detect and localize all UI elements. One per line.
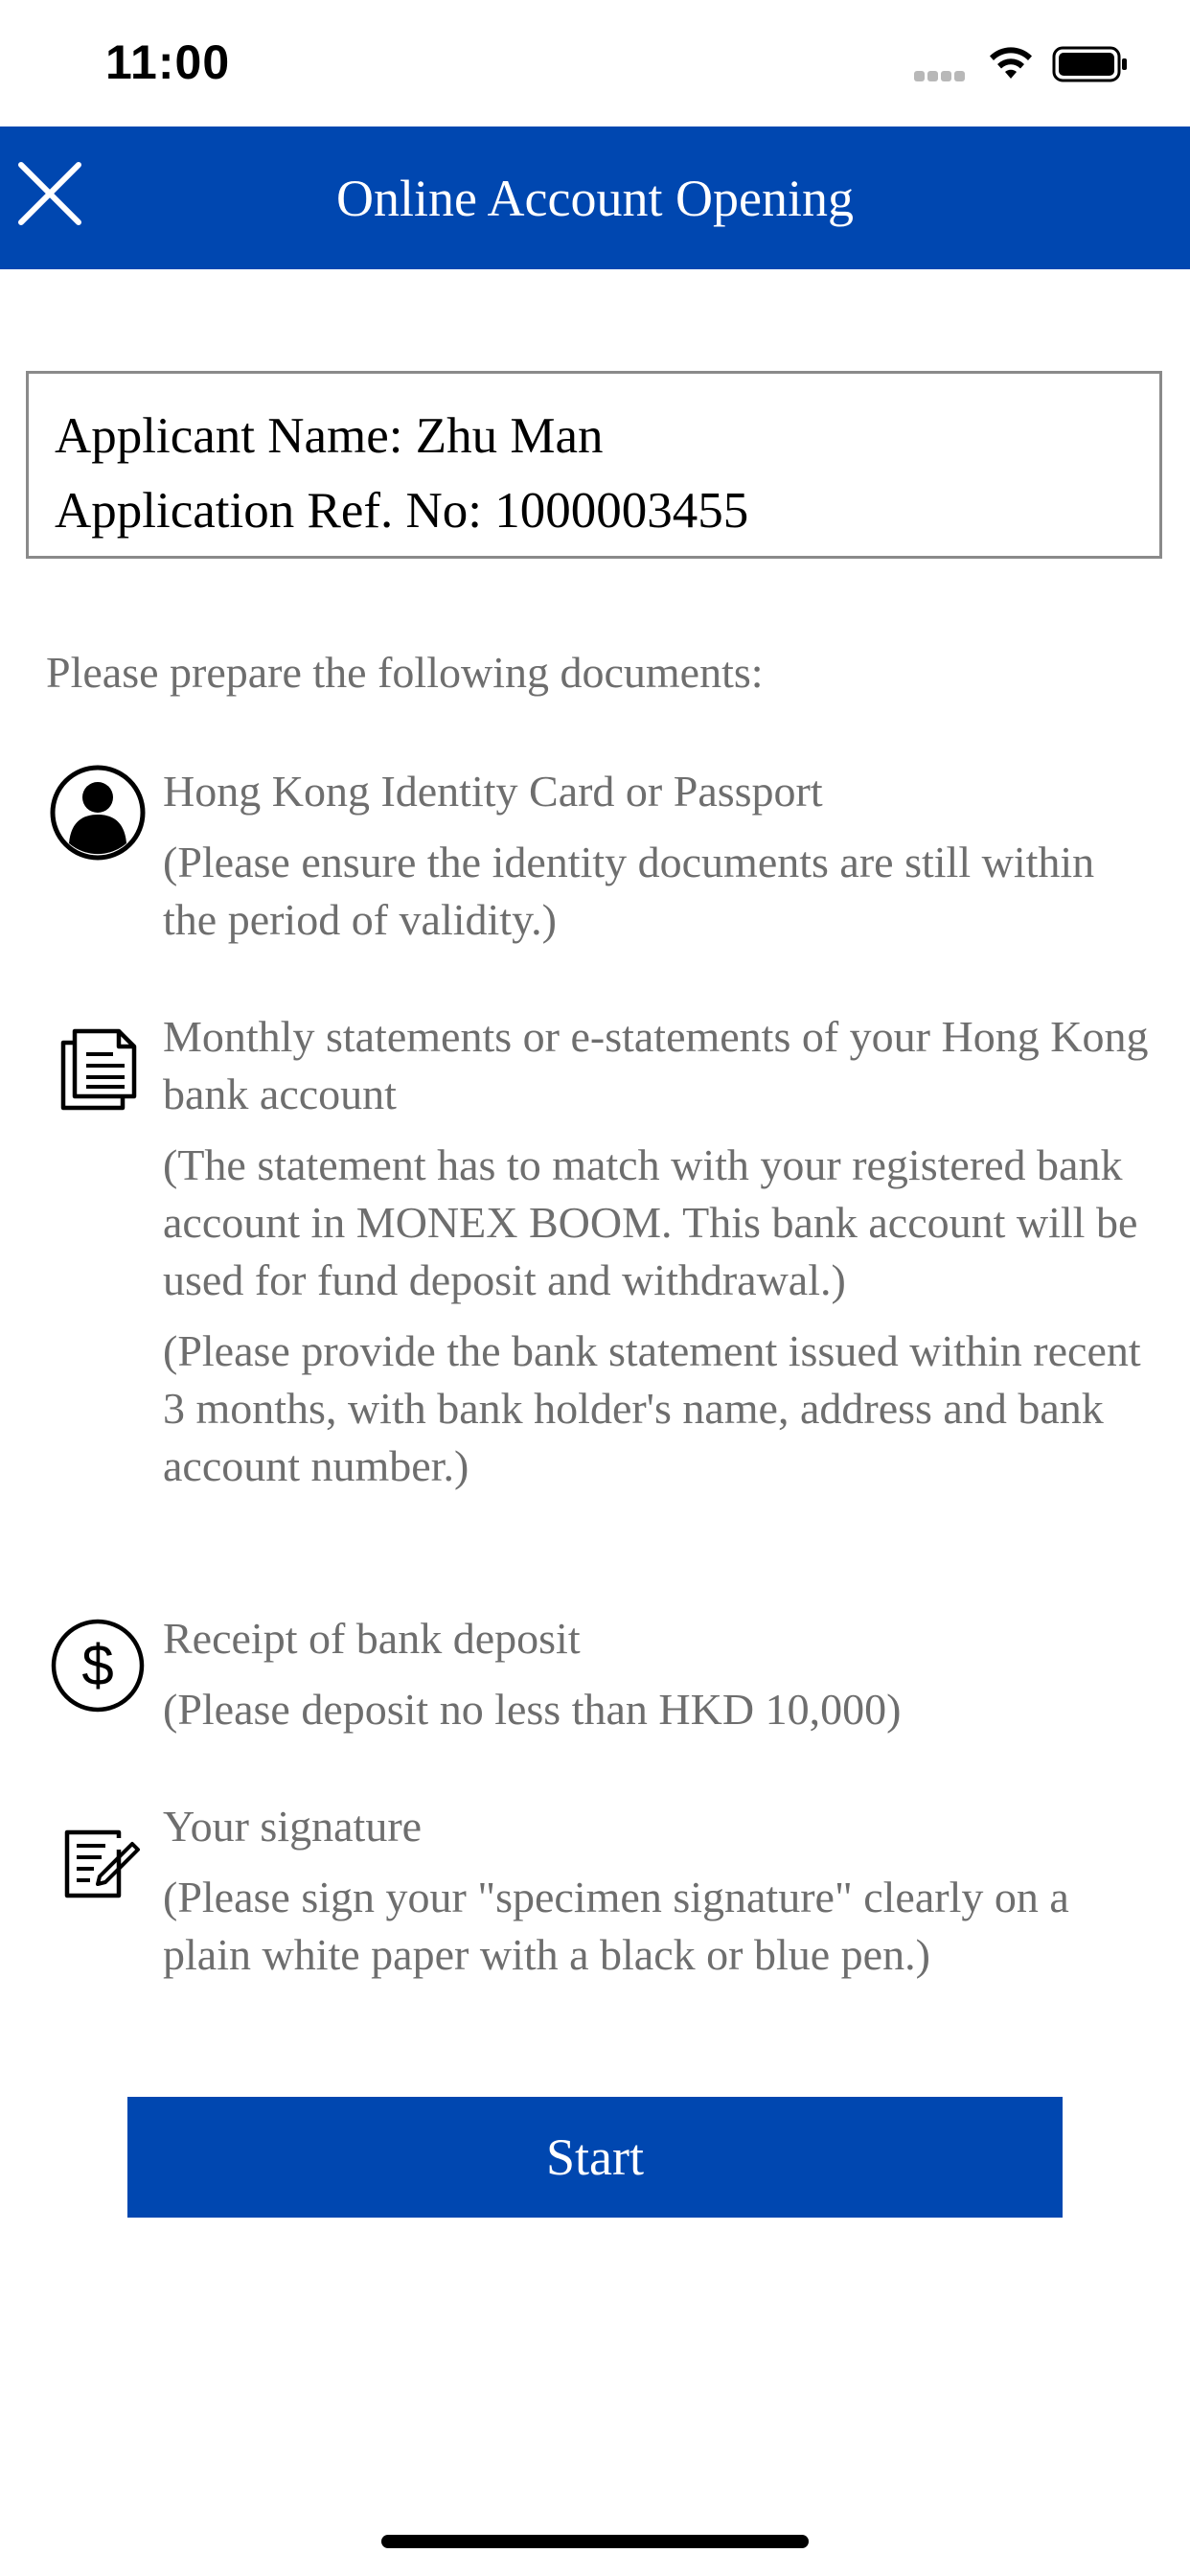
document-note: (Please deposit no less than HKD 10,000)	[163, 1685, 902, 1734]
documents-heading: Please prepare the following documents:	[46, 648, 764, 697]
document-note: (The statement has to match with your registered bank account in MONEX BOOM. This bank account will be used for fund deposit and withdrawal.)	[163, 1140, 1138, 1304]
application-ref-no: Application Ref. No: 1000003455	[55, 483, 749, 539]
wifi-icon	[987, 44, 1035, 82]
document-title: Your signature	[163, 1802, 423, 1851]
document-note: (Please provide the bank statement issued within recent 3 months, with bank holder's name, address and bank account number.)	[163, 1326, 1141, 1490]
dollar-icon	[48, 1616, 148, 1715]
status-bar	[0, 0, 1190, 126]
person-icon	[48, 763, 148, 862]
start-button[interactable]: Start	[127, 2097, 1063, 2218]
document-title: Receipt of bank deposit	[163, 1614, 581, 1663]
nav-header	[0, 126, 1190, 269]
applicant-name: Applicant Name: Zhu Man	[55, 408, 604, 464]
signature-icon	[48, 1811, 148, 1911]
applicant-info-box	[26, 371, 1162, 559]
document-note: (Please ensure the identity documents are still within the period of validity.)	[163, 838, 1095, 944]
svg-text:$: $	[81, 1633, 114, 1697]
document-title: Hong Kong Identity Card or Passport	[163, 767, 823, 816]
document-title: Monthly statements or e-statements of your Hong Kong bank account	[163, 1012, 1149, 1118]
battery-icon	[1052, 46, 1129, 82]
documents-icon	[48, 1018, 148, 1117]
home-indicator[interactable]	[381, 2535, 809, 2548]
status-time: 11:00	[105, 35, 231, 89]
page-title: Online Account Opening	[336, 170, 854, 227]
document-note: (Please sign your "specimen signature" clearly on a plain white paper with a black or blue pen.)	[163, 1873, 1069, 1979]
cellular-signal-icon	[914, 69, 972, 80]
